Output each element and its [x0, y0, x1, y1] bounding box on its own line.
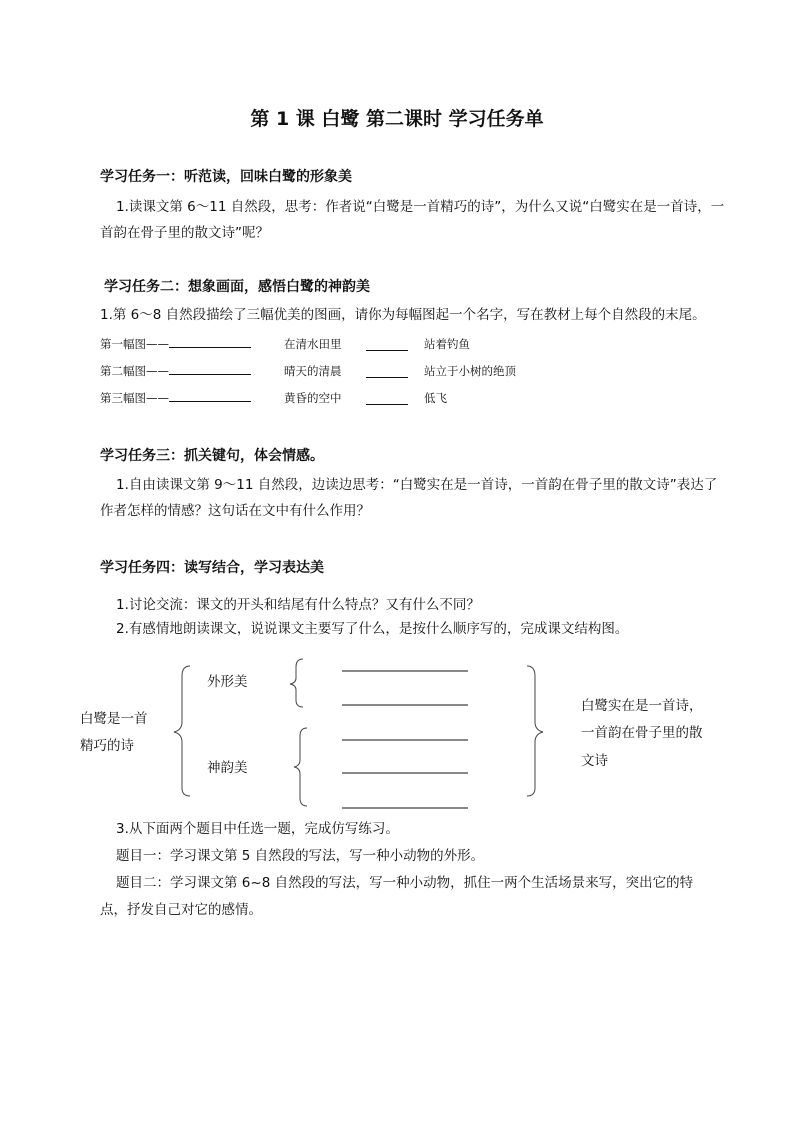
- task3-heading: 学习任务三：抓关键句，体会情感。: [100, 448, 324, 464]
- task1-heading: 学习任务一：听范读，回味白鹭的形象美: [100, 169, 352, 185]
- picture-place: 晴天的清晨: [284, 364, 342, 378]
- picture-scene: 低飞: [424, 391, 447, 405]
- task4-question-1: 1.讨论交流：课文的开头和结尾有什么特点？又有什么不同？: [116, 597, 480, 613]
- diagram-branch-appearance: 外形美: [207, 674, 248, 690]
- picture-scene: 站立于小树的绝顶: [424, 364, 516, 378]
- page-title: 第 1 课 白鹭 第二课时 学习任务单: [250, 108, 544, 130]
- diagram-right-text-3: 文诗: [581, 753, 608, 769]
- picture-label: 第二幅图——: [100, 364, 169, 378]
- task3-question-line2: 作者怎样的情感？这句话在文中有什么作用？: [100, 503, 370, 519]
- task4-question-3: 3.从下面两个题目中任选一题，完成仿写练习。: [116, 821, 399, 837]
- task2-question: 1.第 6～8 自然段描绘了三幅优美的图画，请你为每幅图起一个名字，写在教材上每个自然段的末尾。: [100, 307, 706, 323]
- task1-question-line1: 1.读课文第 6～11 自然段，思考：作者说“白鹭是一首精巧的诗”，为什么又说“白鹭实在是一首诗，一: [116, 199, 725, 215]
- topic-1: 题目一：学习课文第 5 自然段的写法，写一种小动物的外形。: [116, 848, 485, 864]
- picture-place: 在清水田里: [284, 337, 342, 351]
- topic-2-line1: 题目二：学习课文第 6~8 自然段的写法，写一种小动物，抓住一两个生活场景来写，突出它的特: [116, 875, 694, 891]
- topic-2-line2: 点，抒发自己对它的感情。: [100, 902, 262, 918]
- picture-label: 第一幅图——: [100, 337, 169, 351]
- picture-label: 第三幅图——: [100, 391, 169, 405]
- diagram-branch-spirit: 神韵美: [207, 760, 248, 776]
- task4-heading: 学习任务四：读写结合，学习表达美: [100, 560, 324, 576]
- bottom-brace: [294, 728, 307, 806]
- task2-heading: 学习任务二：想象画面，感悟白鹭的神韵美: [104, 279, 370, 295]
- diagram-right-text-2: 一首韵在骨子里的散: [581, 725, 703, 741]
- right-brace: [527, 666, 543, 796]
- task1-question-line2: 首韵在骨子里的散文诗”呢？: [100, 225, 269, 241]
- diagram-right-text-1: 白鹭实在是一首诗，: [581, 698, 703, 714]
- picture-scene: 站着钓鱼: [424, 337, 470, 351]
- left-brace: [174, 666, 190, 796]
- diagram-left-text-1: 白鹭是一首: [80, 711, 148, 727]
- diagram-left-text-2: 精巧的诗: [80, 738, 134, 754]
- task3-question-line1: 1.自由读课文第 9～11 自然段，边读边思考：“白鹭实在是一首诗，一首韵在骨子里的散文诗”表达了: [116, 477, 718, 493]
- top-brace: [290, 659, 303, 707]
- task4-question-2: 2.有感情地朗读课文，说说课文主要写了什么，是按什么顺序写的，完成课文结构图。: [116, 621, 629, 637]
- picture-place: 黄昏的空中: [284, 391, 342, 405]
